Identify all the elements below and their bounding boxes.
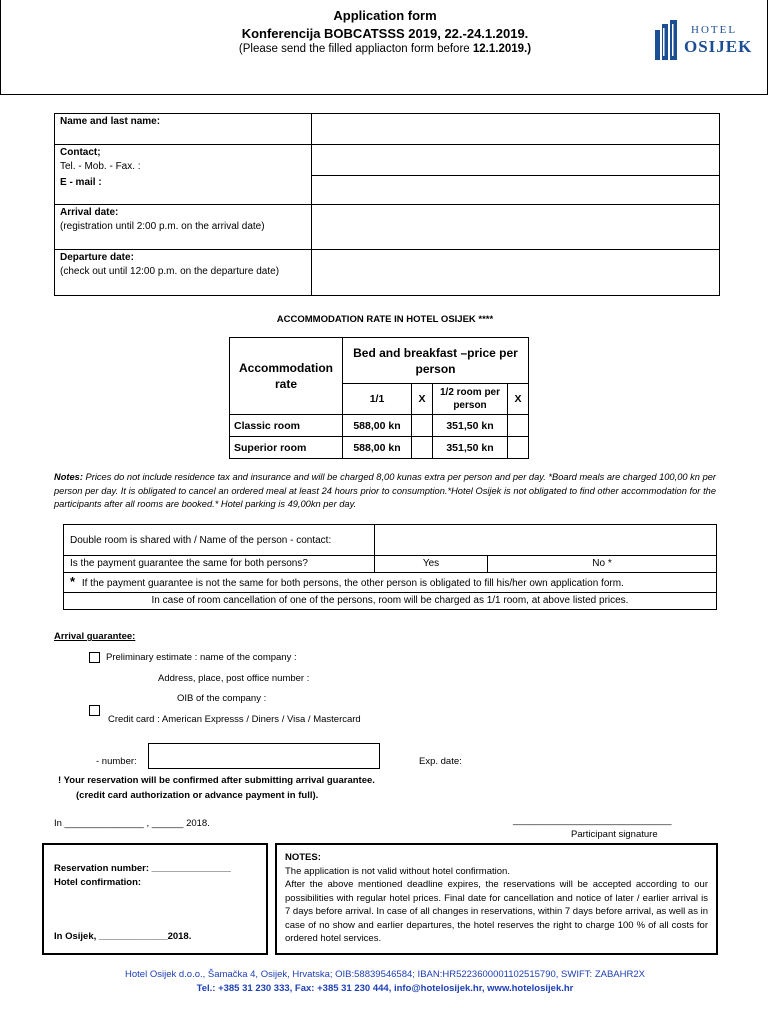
departure-cell <box>55 249 312 295</box>
col-accommodation-rate: Accommodation rate <box>230 338 343 415</box>
col-double-x: X <box>508 384 529 415</box>
info-row-email <box>55 175 720 204</box>
name-field[interactable] <box>312 114 720 145</box>
col-single-x: X <box>412 384 433 415</box>
reservation-number: Reservation number: _______________ <box>54 863 231 874</box>
same-guarantee-label: Is the payment guarantee the same for both persons? <box>64 556 375 573</box>
col-single: 1/1 <box>343 384 412 415</box>
confirmation-note: ! Your reservation will be confirmed after submitting arrival guarantee. <box>58 775 375 786</box>
signature-line[interactable]: ______________________________ <box>513 815 672 826</box>
participant-signature-label: Participant signature <box>571 829 658 840</box>
same-guarantee-yes[interactable]: Yes <box>375 556 488 573</box>
form-title: Application form <box>333 8 437 23</box>
rate-room-name: Superior room <box>230 437 343 459</box>
info-row-arrival <box>55 204 720 249</box>
rate-double-check[interactable] <box>508 415 529 437</box>
departure-field[interactable] <box>312 249 720 295</box>
address-label: Address, place, post office number : <box>158 673 310 684</box>
reservation-box <box>42 843 268 955</box>
rate-double-price: 351,50 kn <box>433 415 508 437</box>
arrival-cell <box>55 204 312 249</box>
rates-heading: ACCOMMODATION RATE IN HOTEL OSIJEK **** <box>276 314 494 325</box>
info-row-departure <box>55 249 720 295</box>
notes-prefix: Notes: <box>54 472 83 482</box>
contact-sub-label: Tel. - Mob. - Fax. : <box>60 161 141 172</box>
star-marker: * <box>70 573 76 589</box>
info-row-name <box>55 114 720 145</box>
arrival-field[interactable] <box>312 204 720 249</box>
email-label: E - mail : <box>55 175 312 204</box>
email-field[interactable] <box>312 175 720 204</box>
departure-sub-label: (check out until 12:00 p.m. on the departure date) <box>60 265 280 277</box>
name-label: Name and last name: <box>55 114 312 145</box>
col-double: 1/2 room per person <box>433 384 508 415</box>
rate-single-price: 588,00 kn <box>343 437 412 459</box>
contact-label: Contact; <box>60 147 101 158</box>
contact-field[interactable] <box>312 145 720 176</box>
price-notes: Notes: Prices do not include residence tax and insurance and will be charged 8,00 kunas extra per person and per day. *Board meals are charged 100,00 kn per person per day. It is obligated to cancel an ordered meal at least 24 hours prior to consumption.*Hotel Osijek is not obligated to find other accommodation for the participants after all rooms are booked.* Hotel parking is 49,00kn per day. <box>54 472 716 509</box>
arrival-sub-label: (registration until 2:00 p.m. on the arrival date) <box>60 220 265 232</box>
in-osijek-date: In Osijek, _____________2018. <box>54 931 192 942</box>
rate-double-price: 351,50 kn <box>433 437 508 459</box>
footer-company-info: Hotel Osijek d.o.o., Šamačka 4, Osijek, Hrvatska; OIB:58839546584; IBAN:HR5223600001102515790, SWIFT: ZABAHR2X <box>125 969 645 980</box>
footer-contact-info: Tel.: +385 31 230 333, Fax: +385 31 230 444, info@hotelosijek.hr, www.hotelosijek.hr <box>196 983 574 994</box>
hotel-building-icon <box>653 20 681 62</box>
credit-card-checkbox[interactable] <box>89 705 100 716</box>
oib-label: OIB of the company : <box>177 693 267 704</box>
col-bed-breakfast: Bed and breakfast –price per person <box>343 338 529 384</box>
hotel-confirmation: Hotel confirmation: <box>54 877 142 888</box>
rate-room-name: Classic room <box>230 415 343 437</box>
star-note: If the payment guarantee is not the same for both persons, the other person is obligated to fill his/her own application form. <box>81 577 624 589</box>
terms-notes-title: NOTES: <box>285 852 321 863</box>
preliminary-estimate-label: Preliminary estimate : name of the company : <box>106 652 297 663</box>
departure-label: Departure date: <box>60 251 134 263</box>
place-date-line[interactable]: In _______________ , ______ 2018. <box>54 818 210 829</box>
card-number-input[interactable] <box>148 743 380 769</box>
terms-notes-body: After the above mentioned deadline expires, the reservations will be accepted according to our possibilities with regular hotel prices. Final date for cancellation and notice of later / earlier arrival is 7 days before arrival. In case of all changes in reservations, within 7 days before arrival, as well as in case of no show and earlier departures, the hotel reserves the right to charge 100 % of all costs for ordered hotel services. <box>285 879 708 944</box>
card-number-label: - number: <box>96 756 137 767</box>
preliminary-estimate-checkbox[interactable] <box>89 652 100 663</box>
star-note-cell <box>64 573 717 593</box>
exp-date-label: Exp. date: <box>419 756 462 767</box>
conference-title: Konferencija BOBCATSSS 2019, 22.-24.1.2019. <box>241 26 529 41</box>
shared-with-field[interactable] <box>375 525 717 556</box>
rate-row-classic <box>230 415 529 437</box>
terms-notes-box <box>275 843 718 955</box>
rate-single-price: 588,00 kn <box>343 415 412 437</box>
rate-single-check[interactable] <box>412 415 433 437</box>
shared-with-label: Double room is shared with / Name of the person - contact: <box>64 525 375 556</box>
rate-single-check[interactable] <box>412 437 433 459</box>
contact-cell <box>55 145 312 176</box>
same-guarantee-no[interactable]: No * <box>488 556 717 573</box>
logo-hotel-text: HOTEL <box>691 24 738 36</box>
arrival-label: Arrival date: <box>60 206 119 218</box>
confirmation-detail: (credit card authorization or advance payment in full). <box>76 790 319 801</box>
personal-info-table <box>54 113 720 296</box>
terms-notes-line1: The application is not valid without hotel confirmation. <box>285 865 510 877</box>
shared-room-table <box>63 524 717 610</box>
deadline-note: (Please send the filled appliacton form before 12.1.2019.) <box>238 43 532 55</box>
hotel-logo <box>653 20 758 62</box>
accommodation-rates-table <box>229 337 529 459</box>
arrival-guarantee-heading: Arrival guarantee: <box>54 631 136 642</box>
info-row-contact <box>55 145 720 176</box>
cancel-note: In case of room cancellation of one of the persons, room will be charged as 1/1 room, at above listed prices. <box>64 593 717 610</box>
rate-double-check[interactable] <box>508 437 529 459</box>
logo-osijek-text: OSIJEK <box>684 37 753 56</box>
credit-card-label: Credit card : American Expresss / Diners / Visa / Mastercard <box>108 714 361 725</box>
rate-row-superior <box>230 437 529 459</box>
